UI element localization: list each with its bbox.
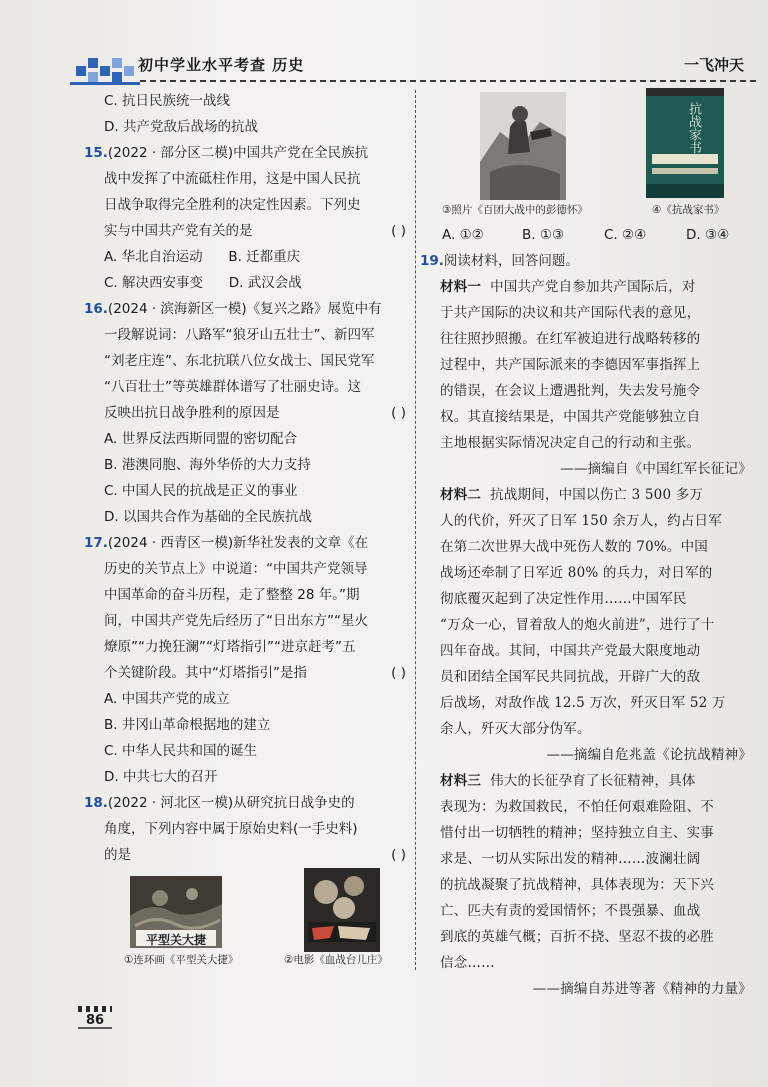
question-16-line: 反映出抗日战争胜利的原因是 — [104, 405, 280, 421]
page-header — [70, 48, 756, 88]
question-16-line: (2024 · 滨海新区一模)《复兴之路》展览中有 — [107, 301, 382, 317]
material-2-line: 在第二次世界大战中死伤人数的 70%。中国 — [440, 539, 708, 555]
figure-4-caption: ④《抗战家书》 — [652, 204, 725, 216]
question-15-line: (2022 · 部分区二模)中国共产党在全民族抗 — [107, 145, 369, 161]
figure-4-book-cover-image — [646, 88, 724, 198]
question-18-line: (2022 · 河北区一模)从研究抗日战争史的 — [107, 795, 355, 811]
figure-3-caption: ③照片《百团大战中的彭德怀》 — [442, 204, 588, 216]
figure-2-film-poster-image — [304, 868, 380, 952]
material-2-line: 余人，歼灭大部分伪军。 — [440, 721, 591, 737]
material-2-line: 战场还牵制了日军近 80% 的兵力，对日军的 — [440, 565, 713, 581]
page-number-badge — [76, 1004, 116, 1030]
header-squares-decoration — [76, 58, 140, 84]
column-divider — [415, 90, 416, 970]
question-16 — [84, 296, 414, 530]
question-16-option-c: C. 中国人民的抗战是正义的事业 — [104, 483, 298, 499]
material-2-line: 彻底覆灭起到了决定性作用……中国军民 — [440, 591, 687, 607]
question-19-intro: 阅读材料，回答问题。 — [443, 253, 579, 269]
material-1-line: 主地根据实际情况决定自己的行动和主张。 — [440, 435, 701, 451]
question-15-options: C. 解决西安事变 D. 武汉会战 — [104, 275, 302, 291]
material-3-line: 求是、一切从实际出发的精神……波澜壮阔 — [440, 851, 701, 867]
question-15-line: 实与中国共产党有关的是 — [104, 223, 253, 239]
question-18-figures-right — [420, 88, 758, 222]
question-17-line: 中国革命的奋斗历程，走了整整 28 年。”期 — [104, 587, 360, 603]
figure-4-cover-title: 抗战家书 — [686, 102, 701, 154]
question-18-option-d: D. ③④ — [686, 227, 730, 243]
figure-1-comic-image — [130, 876, 222, 948]
question-16-line: “八百壮士”等英雄群体谱写了壮丽史诗。这 — [104, 379, 361, 395]
material-2-line: 后战场，对敌作战 12.5 万次，歼灭日军 52 万 — [440, 695, 726, 711]
material-2-line: 抗战期间，中国以伤亡 3 500 多万 — [490, 487, 704, 503]
question-18-number: 18. — [84, 795, 108, 811]
material-2-source: ——摘编自危兆盖《论抗战精神》 — [546, 747, 752, 763]
question-19-number: 19. — [420, 253, 444, 269]
material-3-line: 惜付出一切牺牲的精神；坚持独立自主、实事 — [440, 825, 714, 841]
question-18-options — [420, 222, 758, 248]
question-16-line: 一段解说词：八路军“狼牙山五壮士”、新四军 — [104, 327, 375, 343]
header-dashed-line — [140, 80, 756, 82]
question-18-answer-paren: ( ) — [391, 847, 406, 863]
question-17-line: (2024 · 西青区一模)新华社发表的文章《在 — [107, 535, 369, 551]
question-17-line: 间，中国共产党先后经历了“日出东方”“星火 — [104, 613, 368, 629]
question-17 — [84, 530, 414, 790]
question-17-line: 燎原”“力挽狂澜”“灯塔指引”“进京赶考”五 — [104, 639, 356, 655]
material-3-line: 亡、匹夫有责的爱国情怀；不畏强暴、血战 — [440, 903, 701, 919]
material-2-line: 四年奋战。其间，中国共产党最大限度地动 — [440, 643, 701, 659]
material-3-label: 材料三 — [440, 773, 482, 789]
question-15-line: 战中发挥了中流砥柱作用，这是中国人民抗 — [104, 171, 361, 187]
question-17-option-d: D. 中共七大的召开 — [104, 769, 218, 785]
material-3-line: 伟大的长征孕育了长征精神，具体 — [490, 773, 696, 789]
question-18-option-b: B. ①③ — [522, 227, 565, 243]
question-18-line: 角度，下列内容中属于原始史料(一手史料) — [104, 821, 358, 837]
question-16-option-d: D. 以国共合作为基础的全民族抗战 — [104, 509, 312, 525]
question-16-option-b: B. 港澳同胞、海外华侨的大力支持 — [104, 457, 311, 473]
question-18-option-a: A. ①② — [442, 227, 484, 243]
material-1-line: 权。其直接结果是，中国共产党能够独立自 — [440, 409, 701, 425]
material-3-source: ——摘编自苏进等著《精神的力量》 — [532, 981, 752, 997]
question-15-number: 15. — [84, 145, 108, 161]
page-number: 86 — [86, 1013, 105, 1028]
header-brand: 一飞冲天 — [683, 56, 744, 74]
material-1-label: 材料一 — [440, 279, 482, 295]
question-18 — [84, 790, 414, 868]
material-1-line: 于共产国际的决议和共产国际代表的意见， — [440, 305, 701, 321]
figure-1-comic-title: 平型关大捷 — [145, 933, 206, 947]
material-2-line: “万众一心，冒着敌人的炮火前进”，进行了十 — [440, 617, 715, 633]
header-accent-bar — [70, 82, 140, 85]
figure-3-photo-image — [480, 92, 566, 200]
figure-2-caption: ②电影《血战台儿庄》 — [284, 954, 388, 966]
question-16-answer-paren: ( ) — [391, 405, 406, 421]
question-17-line: 历史的关节点上》中说道：“中国共产党领导 — [104, 561, 368, 577]
question-17-number: 17. — [84, 535, 108, 551]
header-title: 初中学业水平考查 历史 — [138, 56, 305, 74]
question-16-number: 16. — [84, 301, 108, 317]
material-1-line: 中国共产党自参加共产国际后，对 — [490, 279, 696, 295]
question-17-answer-paren: ( ) — [391, 665, 406, 681]
material-3-line: 信念…… — [440, 955, 495, 971]
material-2-line: 人的代价，歼灭了日军 150 余万人，约占日军 — [440, 513, 722, 529]
question-18-option-c: C. ②④ — [604, 227, 647, 243]
question-15-answer-paren: ( ) — [391, 223, 406, 239]
material-2-line: 员和团结全国军民共同抗战，开辟广大的敌 — [440, 669, 701, 685]
left-column — [84, 88, 414, 978]
material-1-source: ——摘编自《中国红军长征记》 — [560, 461, 752, 477]
figure-1-caption: ①连环画《平型关大捷》 — [124, 954, 239, 966]
material-1-line: 往往照抄照搬。在红军被迫进行战略转移的 — [440, 331, 701, 347]
question-17-option-a: A. 中国共产党的成立 — [104, 691, 230, 707]
question-18-figures-left — [84, 868, 414, 978]
question-18-line: 的是 — [104, 847, 131, 863]
material-3-line: 到底的英雄气概；百折不挠、坚忍不拔的必胜 — [440, 929, 714, 945]
question-15-line: 日战争取得完全胜利的决定性因素。下列史 — [104, 197, 361, 213]
question-16-option-a: A. 世界反法西斯同盟的密切配合 — [104, 431, 298, 447]
question-19 — [420, 248, 758, 1002]
material-3-line: 表现为：为救国救民，不怕任何艰难险阻、不 — [440, 799, 714, 815]
question-17-option-b: B. 井冈山革命根据地的建立 — [104, 717, 271, 733]
q14-option-c: C. 抗日民族统一战线 — [104, 93, 231, 109]
question-15 — [84, 140, 414, 296]
material-1-line: 过程中，共产国际派来的李德因军事指挥上 — [440, 357, 701, 373]
question-17-option-c: C. 中华人民共和国的诞生 — [104, 743, 258, 759]
question-16-line: “刘老庄连”、东北抗联八位女战士、国民党军 — [104, 353, 375, 369]
material-3-line: 的抗战凝聚了抗战精神，具体表现为：天下兴 — [440, 877, 714, 893]
q14-option-d: D. 共产党敌后战场的抗战 — [104, 119, 258, 135]
question-17-line: 个关键阶段。其中“灯塔指引”是指 — [104, 665, 307, 681]
material-1-line: 的错误，在会议上遭遇批判，失去发号施令 — [440, 383, 701, 399]
material-2-label: 材料二 — [440, 487, 482, 503]
right-column — [420, 88, 758, 1002]
question-15-options: A. 华北自治运动 B. 迁都重庆 — [104, 249, 301, 265]
